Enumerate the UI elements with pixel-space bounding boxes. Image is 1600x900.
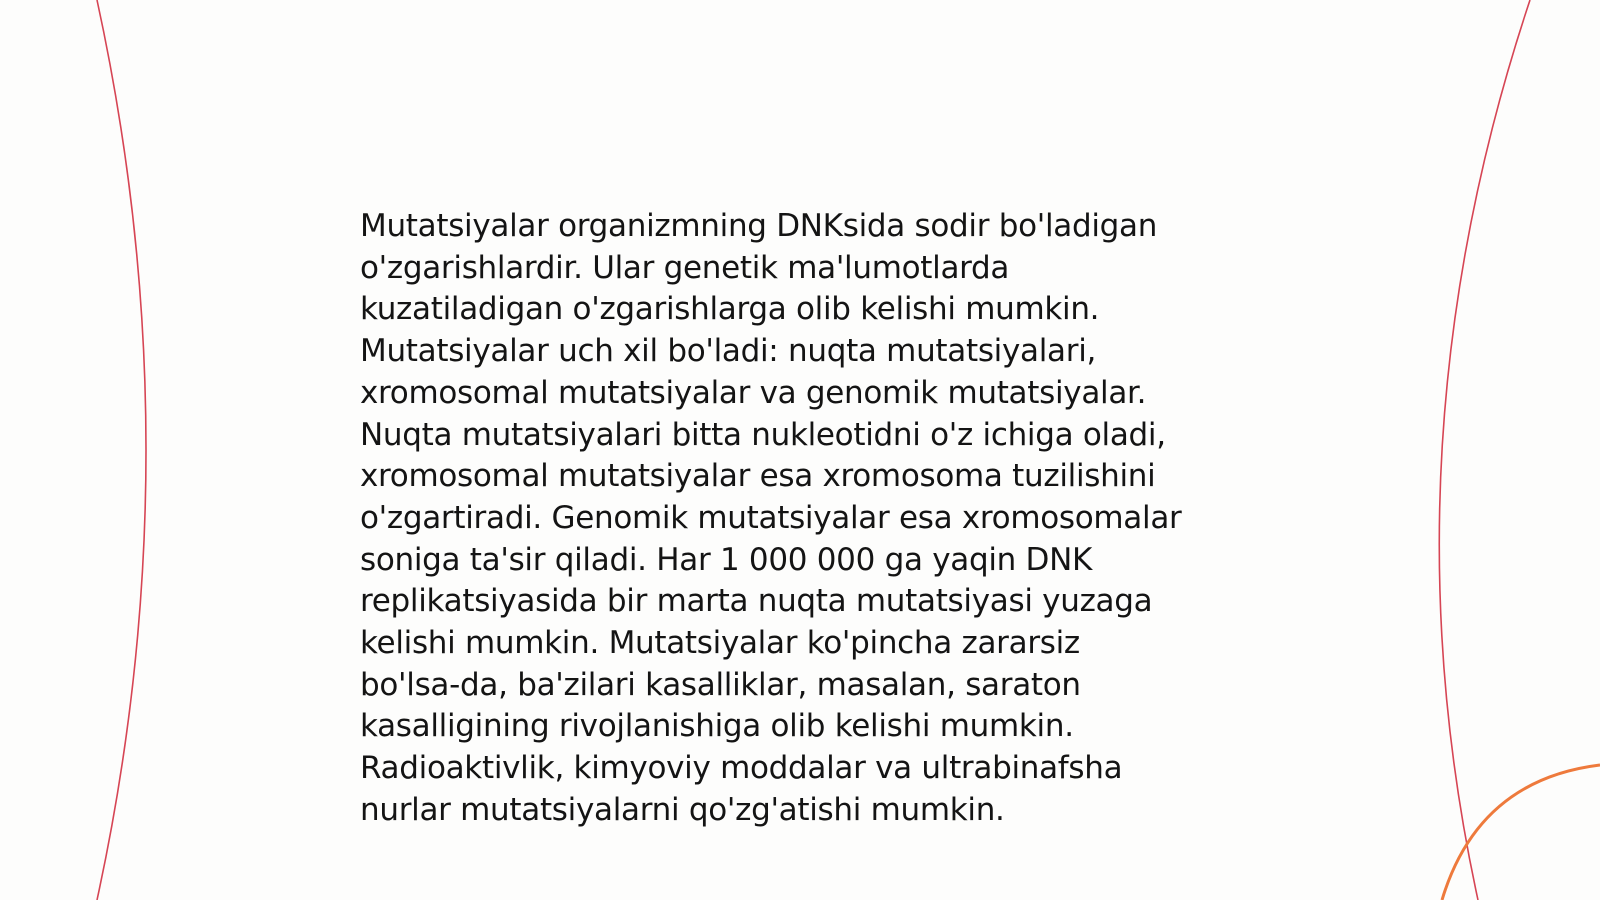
- paragraph-line: xromosomal mutatsiyalar va genomik mutatsiyalar.: [360, 374, 1147, 411]
- paragraph-line: replikatsiyasida bir marta nuqta mutatsiyasi yuzaga: [360, 583, 1153, 620]
- paragraph-line: kuzatiladigan o'zgarishlarga olib kelishi mumkin.: [360, 291, 1100, 328]
- paragraph-line: Radioaktivlik, kimyoviy moddalar va ultrabinafsha: [360, 750, 1123, 787]
- paragraph-line: bo'lsa-da, ba'zilari kasalliklar, masalan, saraton: [360, 666, 1081, 703]
- left-red-arc: [97, 0, 146, 900]
- paragraph-line: nurlar mutatsiyalarni qo'zg'atishi mumkin.: [360, 791, 1005, 828]
- paragraph-line: Mutatsiyalar uch xil bo'ladi: nuqta mutatsiyalari,: [360, 333, 1097, 370]
- paragraph-line: kelishi mumkin. Mutatsiyalar ko'pincha zararsiz: [360, 625, 1080, 662]
- paragraph-line: Mutatsiyalar organizmning DNKsida sodir bo'ladigan: [360, 208, 1158, 244]
- paragraph-line: soniga ta'sir qiladi. Har 1 000 000 ga yaqin DNK: [360, 541, 1093, 578]
- paragraph-line: o'zgarishlardir. Ular genetik ma'lumotlarda: [360, 249, 1010, 286]
- paragraph-line: xromosomal mutatsiyalar esa xromosoma tuzilishini: [360, 458, 1156, 495]
- paragraph-line: o'zgartiradi. Genomik mutatsiyalar esa xromosomalar: [360, 499, 1182, 536]
- right-red-arc: [1439, 0, 1530, 900]
- bottom-right-orange-arc: [1442, 765, 1600, 900]
- paragraph-line: Nuqta mutatsiyalari bitta nukleotidni o'z ichiga oladi,: [360, 416, 1166, 453]
- body-paragraph: [360, 206, 1260, 832]
- paragraph-line: kasalligining rivojlanishiga olib kelishi mumkin.: [360, 708, 1074, 745]
